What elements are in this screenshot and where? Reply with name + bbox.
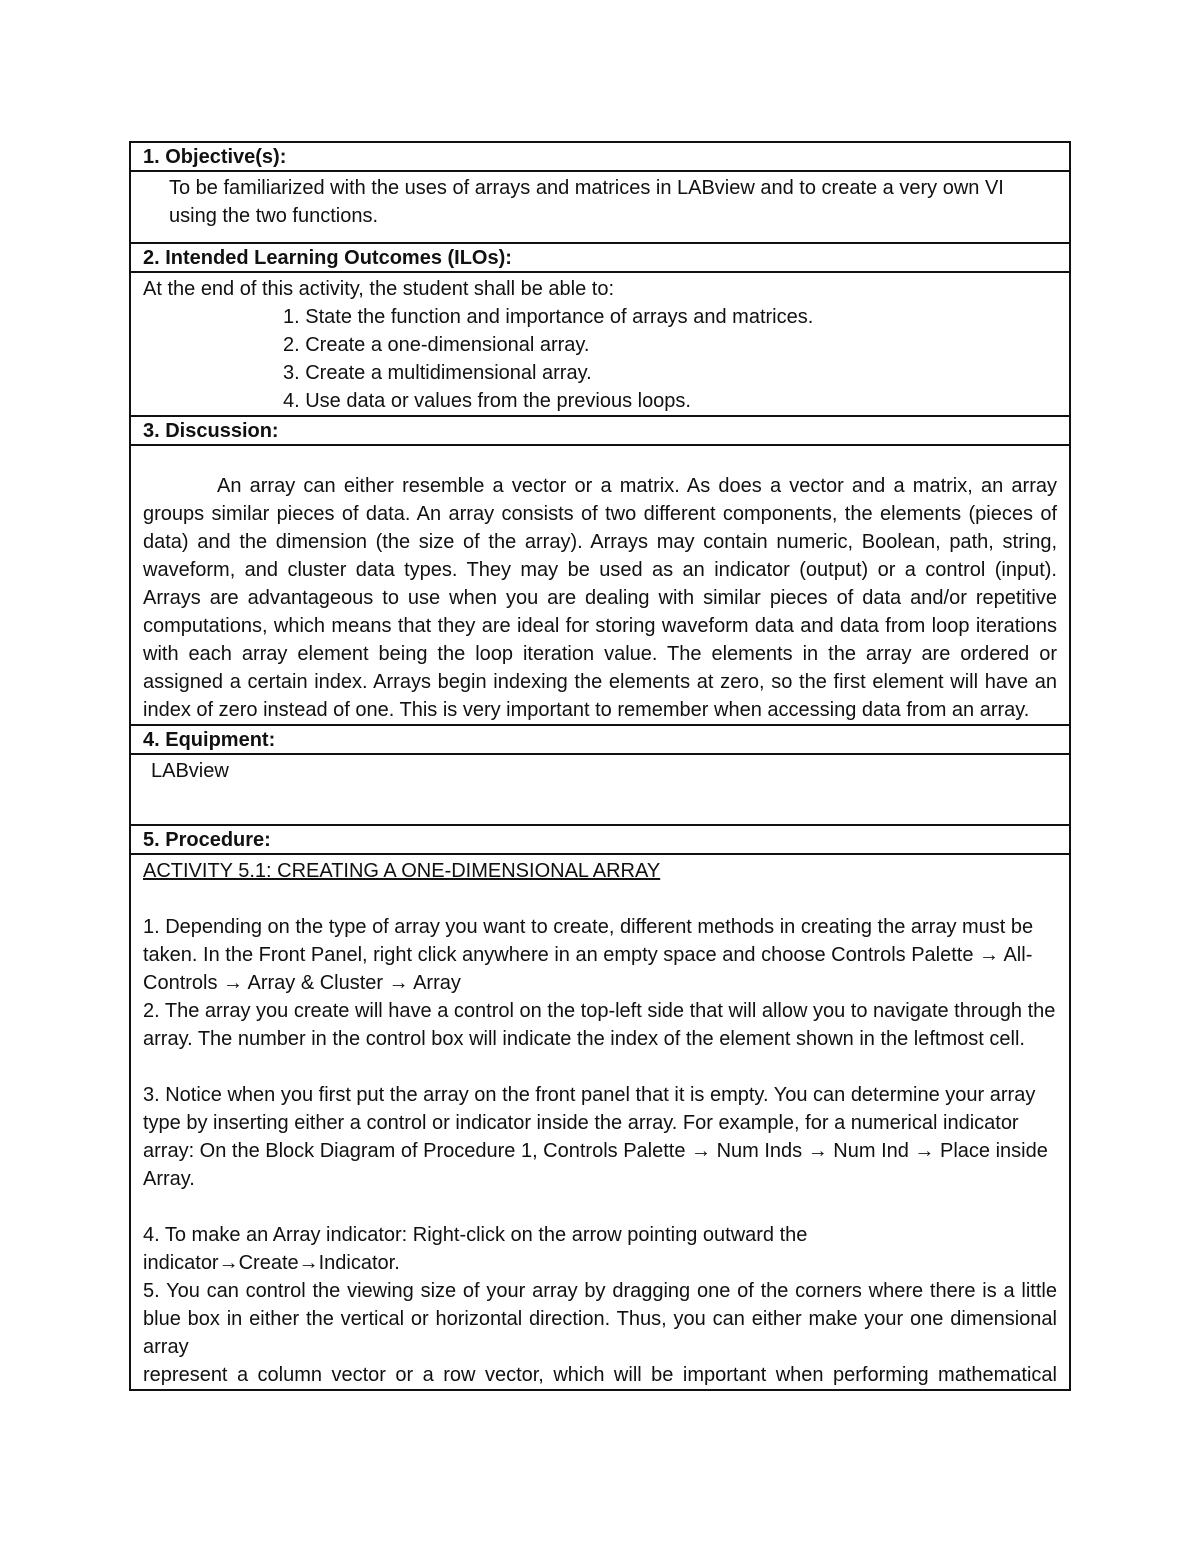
procedure-step-3: 3. Notice when you first put the array on the front panel that it is empty. You can determine your array type by inserting either a control or indicator inside the array. For example, for a numerical indicator array: On the Block Diagram of Procedure 1, Controls Palette → Num Inds → Num Ind → Place inside Array. — [143, 1084, 1048, 1190]
procedure-step-4: 4. To make an Array indicator: Right-click on the arrow pointing outward the indicator→Create→Indicator. — [143, 1224, 808, 1274]
ilo-item-4: 4. Use data or values from the previous loops. — [283, 389, 691, 412]
objective-header: 1. Objective(s): — [131, 143, 1069, 172]
equipment-item: LABview — [131, 755, 1069, 827]
procedure-step-1: 1. Depending on the type of array you want to create, different methods in creating the array must be taken. In the Front Panel, right click anywhere in an empty space and choose Controls Palette → All-Controls → Array & Cluster → Array — [143, 916, 1034, 994]
procedure-step-5: 5. You can control the viewing size of your array by dragging one of the corners where there is a little blue box in either the vertical or horizontal direction. Thus, you can either make your one dimensional array — [143, 1280, 1057, 1358]
procedure-header: 5. Procedure: — [131, 826, 1069, 855]
procedure-body — [131, 855, 1069, 1389]
ilo-item-3: 3. Create a multidimensional array. — [283, 361, 592, 384]
discussion-header: 3. Discussion: — [131, 417, 1069, 446]
ilo-item-1: 1. State the function and importance of arrays and matrices. — [283, 305, 814, 328]
activity-sheet-table — [129, 141, 1071, 1391]
objective-text: To be familiarized with the uses of arrays and matrices in LABview and to create a very own VI using the two functions. — [131, 172, 1069, 244]
ilos-body — [131, 273, 1069, 417]
procedure-step-2: 2. The array you create will have a control on the top-left side that will allow you to navigate through the array. The number in the control box will indicate the index of the element shown in the leftmost cell. — [143, 1000, 1056, 1050]
discussion-body — [131, 446, 1069, 726]
ilos-header: 2. Intended Learning Outcomes (ILOs): — [131, 244, 1069, 273]
discussion-paragraph: An array can either resemble a vector or a matrix. As does a vector and a matrix, an array groups similar pieces of data. An array consists of two different components, the elements (pieces of data) and the dimension (the size of the array). Arrays may contain numeric, Boolean, path, string, waveform, and cluster data types. They may be used as an indicator (output) or a control (input). Arrays are advantageous to use when you are dealing with similar pieces of data and/or repetitive computations, which means that they are ideal for storing waveform data and data from loop iterations with each array element being the loop iteration value. The elements in the array are ordered or assigned a certain index. Arrays begin indexing the elements at zero, so the first element will have an index of zero instead of one. This is very important to remember when accessing data from an array. — [143, 474, 1057, 721]
activity-title: ACTIVITY 5.1: CREATING A ONE-DIMENSIONAL ARRAY — [143, 860, 661, 882]
ilos-intro: At the end of this activity, the student shall be able to: — [143, 277, 615, 300]
ilo-item-2: 2. Create a one-dimensional array. — [283, 333, 590, 356]
procedure-step-5-continued: represent a column vector or a row vector, which will be important when performing mathematical — [143, 1364, 1057, 1386]
equipment-header: 4. Equipment: — [131, 726, 1069, 755]
